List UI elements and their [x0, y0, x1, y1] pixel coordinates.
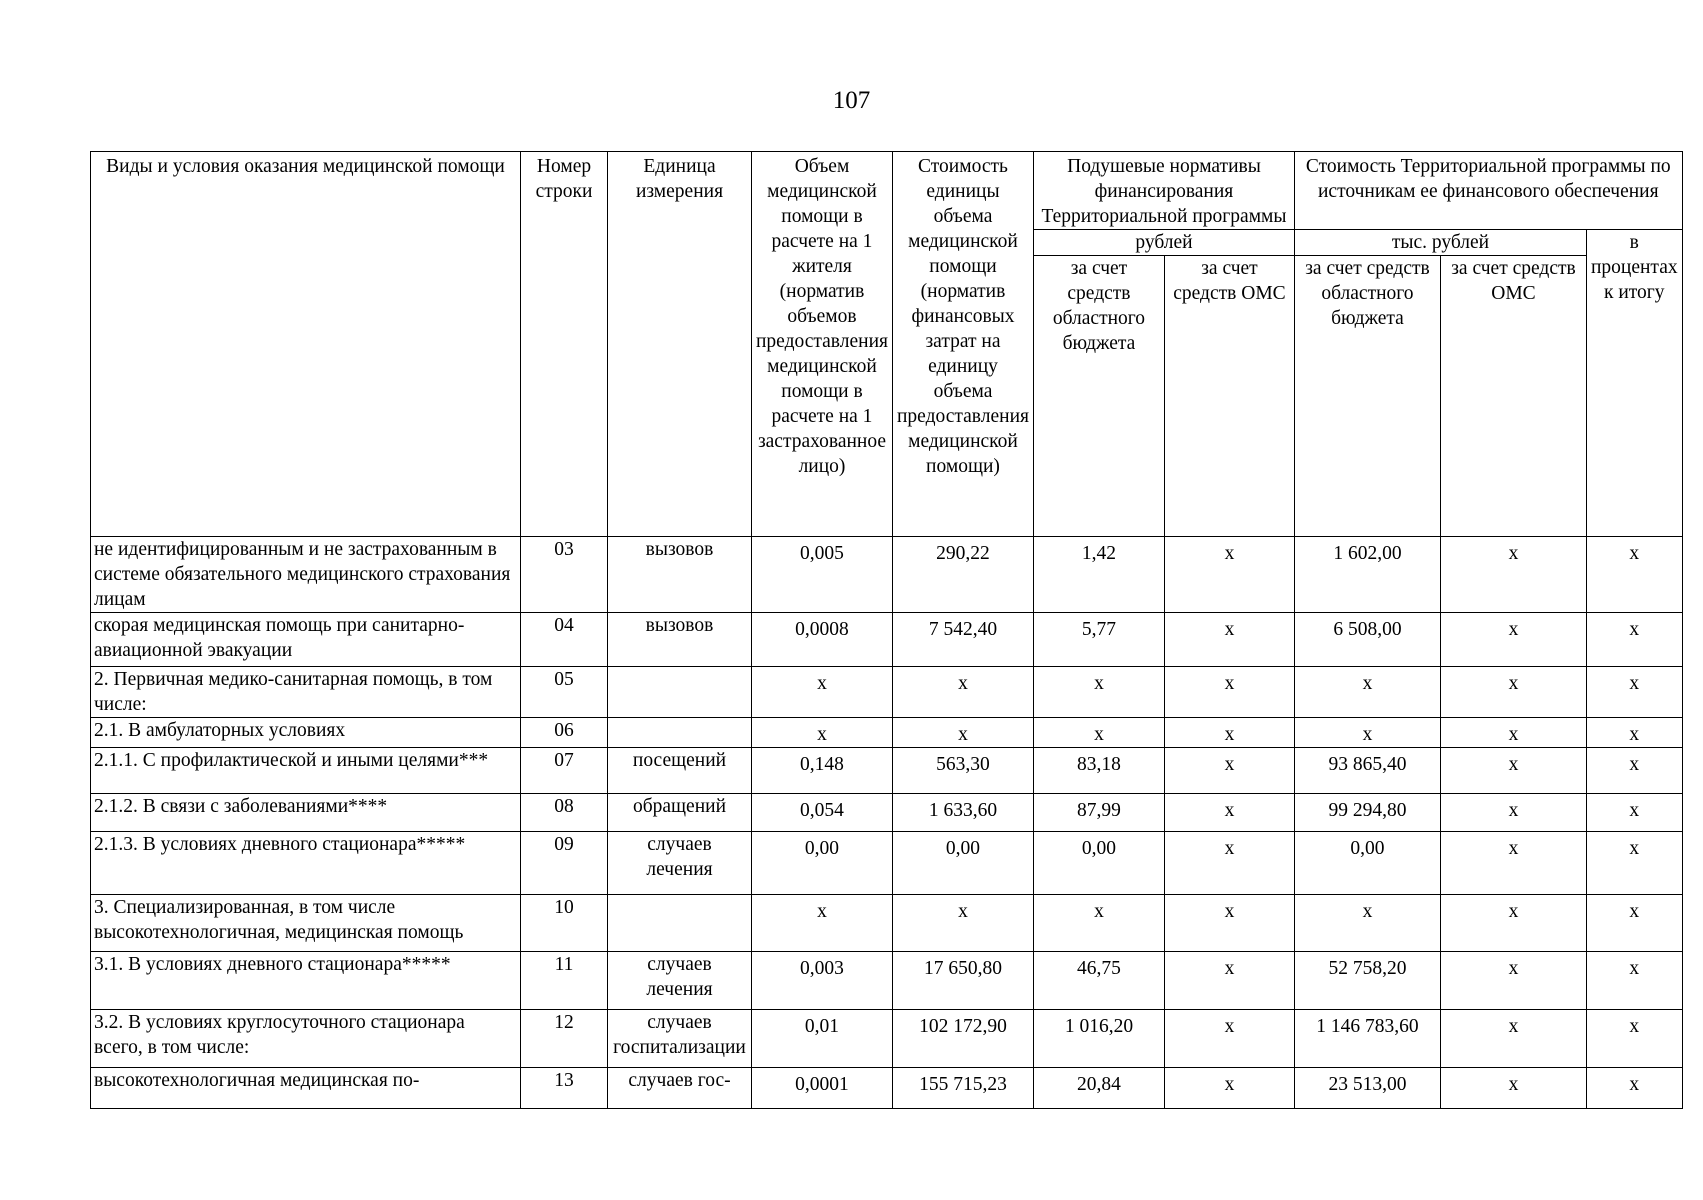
header-thousand-rubles: тыс. рублей	[1294, 230, 1586, 256]
table-body	[91, 537, 1683, 1109]
row-cost-cell: 563,30	[892, 748, 1033, 794]
row-volume-cell: 0,0001	[752, 1068, 893, 1109]
row-volume-cell: х	[752, 895, 893, 952]
row-volume-cell: 0,00	[752, 832, 893, 895]
row-unit-cell: обращений	[608, 794, 752, 832]
row-unit-cell: случаев госпитализации	[608, 1010, 752, 1068]
table-row	[91, 613, 1683, 667]
row-unit-cell: случаев лечения	[608, 952, 752, 1010]
header-per-capita: Подушевые нормативы финансирования Территориальной программы	[1033, 152, 1294, 230]
percent-cell: х	[1586, 794, 1682, 832]
header-percent: в процентах к итогу	[1586, 230, 1682, 537]
row-kind-cell: 2.1.2. В связи с заболеваниями****	[91, 794, 521, 832]
program-budget-cell: 23 513,00	[1294, 1068, 1440, 1109]
row-volume-cell: х	[752, 718, 893, 748]
financing-table	[90, 151, 1683, 1109]
percent-cell: х	[1586, 952, 1682, 1010]
header-volume: Объем медицинской помощи в расчете на 1 жителя (норматив объемов предоставления медицинской помощи в расчете на 1 застрахованное лицо)	[752, 152, 893, 537]
table-row	[91, 1010, 1683, 1068]
row-volume-cell: 0,01	[752, 1010, 893, 1068]
table-row	[91, 667, 1683, 718]
header-program-budget: за счет средств областного бюджета	[1294, 256, 1440, 537]
per-capita-budget-cell: 1 016,20	[1033, 1010, 1164, 1068]
row-number-cell: 03	[521, 537, 608, 613]
header-per-capita-oms: за счет средств ОМС	[1164, 256, 1294, 537]
row-number-cell: 04	[521, 613, 608, 667]
per-capita-budget-cell: 5,77	[1033, 613, 1164, 667]
row-volume-cell: 0,0008	[752, 613, 893, 667]
row-number-cell: 13	[521, 1068, 608, 1109]
per-capita-budget-cell: х	[1033, 895, 1164, 952]
program-oms-cell: х	[1440, 952, 1586, 1010]
per-capita-oms-cell: х	[1164, 667, 1294, 718]
header-unit: Единица измерения	[608, 152, 752, 537]
row-kind-cell: 3. Специализированная, в том числе высокотехнологичная, медицинская помощь	[91, 895, 521, 952]
row-volume-cell: 0,003	[752, 952, 893, 1010]
per-capita-oms-cell: х	[1164, 895, 1294, 952]
percent-cell: х	[1586, 748, 1682, 794]
per-capita-oms-cell: х	[1164, 748, 1294, 794]
header-program-oms: за счет средств ОМС	[1440, 256, 1586, 537]
row-cost-cell: х	[892, 667, 1033, 718]
program-budget-cell: 6 508,00	[1294, 613, 1440, 667]
program-oms-cell: х	[1440, 613, 1586, 667]
table-row	[91, 1068, 1683, 1109]
per-capita-budget-cell: 0,00	[1033, 832, 1164, 895]
program-oms-cell: х	[1440, 1010, 1586, 1068]
program-oms-cell: х	[1440, 667, 1586, 718]
row-unit-cell: вызовов	[608, 613, 752, 667]
row-number-cell: 08	[521, 794, 608, 832]
per-capita-oms-cell: х	[1164, 537, 1294, 613]
row-number-cell: 09	[521, 832, 608, 895]
percent-cell: х	[1586, 832, 1682, 895]
program-oms-cell: х	[1440, 537, 1586, 613]
program-oms-cell: х	[1440, 794, 1586, 832]
row-cost-cell: 1 633,60	[892, 794, 1033, 832]
percent-cell: х	[1586, 718, 1682, 748]
row-cost-cell: х	[892, 718, 1033, 748]
program-budget-cell: 52 758,20	[1294, 952, 1440, 1010]
percent-cell: х	[1586, 537, 1682, 613]
table-row	[91, 718, 1683, 748]
table-row	[91, 952, 1683, 1010]
program-budget-cell: 1 146 783,60	[1294, 1010, 1440, 1068]
per-capita-oms-cell: х	[1164, 1068, 1294, 1109]
row-kind-cell: 2.1.1. С профилактической и иными целями***	[91, 748, 521, 794]
per-capita-oms-cell: х	[1164, 718, 1294, 748]
row-number-cell: 12	[521, 1010, 608, 1068]
program-budget-cell: х	[1294, 667, 1440, 718]
row-unit-cell: посещений	[608, 748, 752, 794]
row-cost-cell: 290,22	[892, 537, 1033, 613]
row-cost-cell: х	[892, 895, 1033, 952]
row-unit-cell: вызовов	[608, 537, 752, 613]
per-capita-budget-cell: х	[1033, 667, 1164, 718]
table-row	[91, 832, 1683, 895]
program-oms-cell: х	[1440, 1068, 1586, 1109]
row-unit-cell: случаев лечения	[608, 832, 752, 895]
row-kind-cell: не идентифицированным и не застрахованным в системе обязательного медицинского страхования лицам	[91, 537, 521, 613]
header-unit-cost: Стоимость единицы объема медицинской помощи (норматив финансовых затрат на единицу объема предоставления медицинской помощи)	[892, 152, 1033, 537]
row-volume-cell: 0,005	[752, 537, 893, 613]
row-kind-cell: 2. Первичная медико-санитарная помощь, в том числе:	[91, 667, 521, 718]
row-unit-cell: случаев гос-	[608, 1068, 752, 1109]
program-budget-cell: х	[1294, 895, 1440, 952]
row-number-cell: 07	[521, 748, 608, 794]
percent-cell: х	[1586, 1068, 1682, 1109]
percent-cell: х	[1586, 667, 1682, 718]
row-unit-cell	[608, 895, 752, 952]
row-number-cell: 06	[521, 718, 608, 748]
row-kind-cell: 3.1. В условиях дневного стационара*****	[91, 952, 521, 1010]
program-budget-cell: 99 294,80	[1294, 794, 1440, 832]
percent-cell: х	[1586, 895, 1682, 952]
per-capita-budget-cell: 20,84	[1033, 1068, 1164, 1109]
per-capita-oms-cell: х	[1164, 832, 1294, 895]
row-number-cell: 10	[521, 895, 608, 952]
per-capita-budget-cell: 1,42	[1033, 537, 1164, 613]
per-capita-oms-cell: х	[1164, 794, 1294, 832]
row-cost-cell: 102 172,90	[892, 1010, 1033, 1068]
percent-cell: х	[1586, 613, 1682, 667]
header-row-1	[91, 152, 1683, 230]
row-volume-cell: 0,054	[752, 794, 893, 832]
table-row	[91, 537, 1683, 613]
header-row-number: Номер строки	[521, 152, 608, 537]
row-kind-cell: 3.2. В условиях круглосуточного стационара всего, в том числе:	[91, 1010, 521, 1068]
row-number-cell: 05	[521, 667, 608, 718]
page-number: 107	[832, 87, 871, 114]
row-kind-cell: скорая медицинская помощь при санитарно-авиационной эвакуации	[91, 613, 521, 667]
row-cost-cell: 0,00	[892, 832, 1033, 895]
header-rubles: рублей	[1033, 230, 1294, 256]
row-kind-cell: 2.1. В амбулаторных условиях	[91, 718, 521, 748]
header-per-capita-budget: за счет средств областного бюджета	[1033, 256, 1164, 537]
row-cost-cell: 155 715,23	[892, 1068, 1033, 1109]
table-row	[91, 794, 1683, 832]
program-oms-cell: х	[1440, 832, 1586, 895]
program-budget-cell: 0,00	[1294, 832, 1440, 895]
header-program-cost: Стоимость Территориальной программы по источникам ее финансового обеспечения	[1294, 152, 1682, 230]
per-capita-budget-cell: 87,99	[1033, 794, 1164, 832]
table-row	[91, 895, 1683, 952]
per-capita-oms-cell: х	[1164, 952, 1294, 1010]
row-volume-cell: 0,148	[752, 748, 893, 794]
program-budget-cell: 1 602,00	[1294, 537, 1440, 613]
row-unit-cell	[608, 718, 752, 748]
row-unit-cell	[608, 667, 752, 718]
row-kind-cell: высокотехнологичная медицинская по-	[91, 1068, 521, 1109]
program-oms-cell: х	[1440, 895, 1586, 952]
row-kind-cell: 2.1.3. В условиях дневного стационара*****	[91, 832, 521, 895]
percent-cell: х	[1586, 1010, 1682, 1068]
per-capita-budget-cell: х	[1033, 718, 1164, 748]
per-capita-budget-cell: 46,75	[1033, 952, 1164, 1010]
row-cost-cell: 17 650,80	[892, 952, 1033, 1010]
program-budget-cell: 93 865,40	[1294, 748, 1440, 794]
per-capita-budget-cell: 83,18	[1033, 748, 1164, 794]
table-row	[91, 748, 1683, 794]
per-capita-oms-cell: х	[1164, 613, 1294, 667]
per-capita-oms-cell: х	[1164, 1010, 1294, 1068]
row-cost-cell: 7 542,40	[892, 613, 1033, 667]
row-number-cell: 11	[521, 952, 608, 1010]
program-oms-cell: х	[1440, 718, 1586, 748]
row-volume-cell: х	[752, 667, 893, 718]
program-budget-cell: х	[1294, 718, 1440, 748]
header-kind: Виды и условия оказания медицинской помощи	[91, 152, 521, 537]
program-oms-cell: х	[1440, 748, 1586, 794]
